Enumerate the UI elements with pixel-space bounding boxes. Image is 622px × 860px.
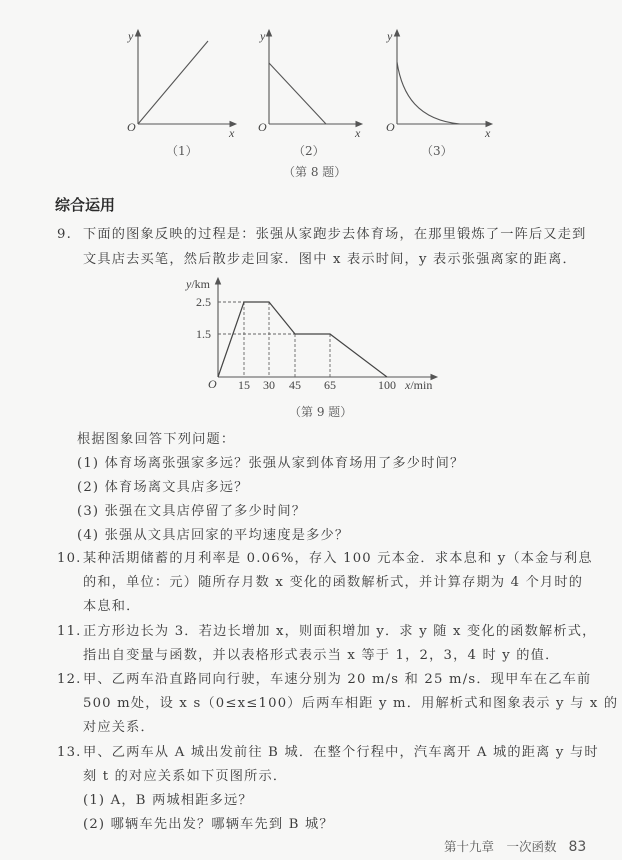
q9-sub-4: (4) 张强从文具店回家的平均速度是多少？ xyxy=(77,528,350,543)
q11-line-2: 指出自变量与函数，并以表格形式表示当 x 等于 1，2，3，4 时 y 的值． xyxy=(83,648,560,663)
graph-2-origin: O xyxy=(258,120,267,134)
graph-2-y-label: y xyxy=(260,29,266,43)
q9-line-1: 9. 下面的图象反映的过程是：张强从家跑步去体育场，在那里锻炼了一阵后又走到 xyxy=(57,227,587,242)
page-number: 83 xyxy=(568,839,587,855)
q13-sub-1: (1) A，B 两城相距多远？ xyxy=(83,793,253,808)
page-footer xyxy=(444,837,586,855)
q9-intro: 根据图象回答下列问题： xyxy=(77,432,236,447)
y-tick-1.5: 1.5 xyxy=(196,327,211,341)
q9-line-2: 文具店去买笔，然后散步走回家．图中 x 表示时间，y 表示张强离家的距离． xyxy=(83,252,577,267)
q11-number: 11. xyxy=(57,624,82,639)
q12-line-2: 500 m处，设 x s（0≤x≤100）后两车相距 y m．用解析式和图象表示 y 与 x 的 xyxy=(83,696,619,711)
x-tick-30: 30 xyxy=(263,378,275,392)
q9-sub-3: (3) 张强在文具店停留了多少时间？ xyxy=(77,504,307,519)
q13-sub-2: (2) 哪辆车先出发？哪辆车先到 B 城？ xyxy=(83,817,334,832)
x-axis-label: x/min xyxy=(405,378,433,392)
q13-number: 13. xyxy=(57,745,82,760)
q10-line-3: 本息和． xyxy=(83,599,141,614)
graph-1-origin: O xyxy=(127,120,136,134)
q10-line-1: 10.某种活期储蓄的月利率是 0.06%，存入 100 元本金．求本息和 y（本金与利息 xyxy=(57,551,593,566)
chart-guides xyxy=(218,302,330,377)
q9-number: 9. xyxy=(57,227,72,242)
graph-3-x-label: x xyxy=(485,126,491,140)
x-tick-45: 45 xyxy=(289,378,301,392)
graph-3-label: （3） xyxy=(421,144,453,158)
q9-sub-1: (1) 体育场离张强家多远？张强从家到体育场用了多少时间？ xyxy=(77,456,465,471)
graph-3-origin: O xyxy=(386,120,395,134)
figure-9-caption: （第 9 题） xyxy=(289,405,353,419)
chart-axes xyxy=(218,278,437,377)
chart-line xyxy=(218,302,387,377)
q11-line-1: 11.正方形边长为 3．若边长增加 x，则面积增加 y．求 y 随 x 变化的函数解析式， xyxy=(57,624,597,639)
q12-line-1: 12.甲、乙两车沿直路同向行驶，车速分别为 20 m/s 和 25 m/s．现甲车在乙车前 xyxy=(57,672,592,687)
chapter-title: 第十九章 一次函数 xyxy=(444,839,557,854)
figure-9-chart xyxy=(0,0,622,420)
x-tick-15: 15 xyxy=(238,378,250,392)
q10-number: 10. xyxy=(57,551,82,566)
q9-sub-2: (2) 体育场离文具店多远？ xyxy=(77,480,249,495)
x-tick-65: 65 xyxy=(324,378,336,392)
y-tick-2.5: 2.5 xyxy=(196,295,211,309)
q13-line-2: 刻 t 的对应关系如下页图所示． xyxy=(83,769,288,784)
figure-8-caption: （第 8 题） xyxy=(283,165,347,179)
origin-label: O xyxy=(208,377,217,391)
x-tick-100: 100 xyxy=(378,378,396,392)
graph-1-x-label: x xyxy=(229,126,235,140)
q13-line-1: 13.甲、乙两车从 A 城出发前往 B 城．在整个行程中，汽车离开 A 城的距离 y 与时 xyxy=(57,745,599,760)
q12-line-3: 对应关系． xyxy=(83,720,155,735)
graph-3-y-label: y xyxy=(387,29,393,43)
graph-1-y-label: y xyxy=(128,29,134,43)
graph-2-label: （2） xyxy=(293,144,325,158)
q10-line-2: 的和，单位：元）随所存月数 x 变化的函数解析式，并计算存期为 4 个月时的 xyxy=(83,575,584,590)
graph-2-x-label: x xyxy=(355,126,361,140)
q12-number: 12. xyxy=(57,672,82,687)
section-title: 综合运用 xyxy=(55,196,116,214)
graph-1-label: （1） xyxy=(166,144,198,158)
y-axis-label: y/km xyxy=(186,277,210,291)
